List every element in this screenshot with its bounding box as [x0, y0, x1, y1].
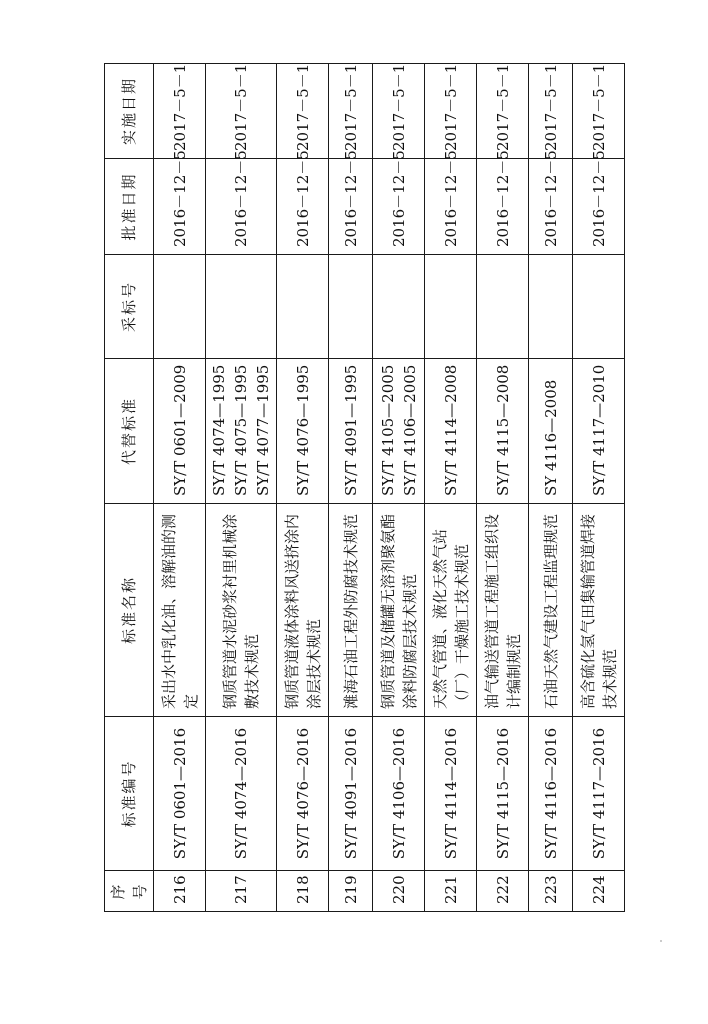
standard-code-cell: SY/T 4117—2016 [573, 717, 625, 871]
standard-name-cell: 天然气管道、液化天然气站（厂）干燥施工技术规范 [425, 504, 477, 717]
replaced-standard-cell [529, 359, 573, 504]
replaced-standard-cell [154, 359, 206, 504]
effective-date-cell: 2017－5－1 [206, 64, 277, 159]
replaced-standard-cell [425, 359, 477, 504]
standard-name-cell: 油气输送管道工程施工组织设计编制规范 [477, 504, 529, 717]
serial-number-cell: 221 [425, 871, 477, 912]
replaced-standard-line: SY/T 4117—2010 [589, 364, 608, 496]
rotated-table-wrapper [104, 63, 619, 912]
standard-name-cell: 高含硫化氢气田集输管道焊接技术规范 [573, 504, 625, 717]
standard-name-cell: 钢质管道液体涂料风送挤涂内涂层技术规范 [277, 504, 329, 717]
serial-number-cell: 223 [529, 871, 573, 912]
table-row [154, 64, 206, 912]
table-row [329, 64, 373, 912]
effective-date-cell: 2017－5－1 [425, 64, 477, 159]
approval-date-cell: 2016－12－5 [573, 159, 625, 255]
standard-code-cell: SY/T 4091—2016 [329, 717, 373, 871]
serial-number-cell: 218 [277, 871, 329, 912]
effective-date-cell: 2017－5－1 [154, 64, 206, 159]
standard-code-cell: SY/T 4106—2016 [373, 717, 425, 871]
serial-number-cell: 224 [573, 871, 625, 912]
table-row [573, 64, 625, 912]
effective-date-cell: 2017－5－1 [329, 64, 373, 159]
effective-date-cell: 2017－5－1 [277, 64, 329, 159]
replaced-standard-line: SY/T 0601—2009 [170, 364, 189, 496]
replaced-standard-line: SY/T 4074—1995 [210, 364, 228, 496]
standard-code-cell: SY/T 4114—2016 [425, 717, 477, 871]
table-row [373, 64, 425, 912]
approval-date-cell: 2016－12－5 [529, 159, 573, 255]
adopted-standard-cell [154, 255, 206, 359]
standard-code-cell: SY/T 4116—2016 [529, 717, 573, 871]
replaced-standard-line: SY/T 4077—1995 [254, 364, 272, 496]
standard-name-cell: 滩海石油工程外防腐技术规范 [329, 504, 373, 717]
approval-date-cell: 2016－12－5 [206, 159, 277, 255]
effective-date-cell: 2017－5－1 [477, 64, 529, 159]
replaced-standard-line: SY/T 4075—1995 [232, 364, 250, 496]
standard-name-cell: 石油天然气建设工程监理规范 [529, 504, 573, 717]
effective-date-cell: 2017－5－1 [529, 64, 573, 159]
approval-date-cell: 2016－12－5 [477, 159, 529, 255]
adopted-standard-cell [373, 255, 425, 359]
standard-name-cell: 采出水中乳化油、溶解油的测定 [154, 504, 206, 717]
approval-date-cell: 2016－12－5 [154, 159, 206, 255]
replaced-standard-cell [373, 359, 425, 504]
header-cell: 采标号 [105, 255, 154, 359]
adopted-standard-cell [329, 255, 373, 359]
replaced-standard-line: SY/T 4105—2005 [378, 364, 397, 496]
table-row [277, 64, 329, 912]
replaced-standard-cell [277, 359, 329, 504]
standard-name-cell: 钢质管道及储罐无溶剂聚氨酯涂料防腐层技术规范 [373, 504, 425, 717]
replaced-standard-cell [477, 359, 529, 504]
approval-date-cell: 2016－12－5 [373, 159, 425, 255]
standard-code-cell: SY/T 4074—2016 [206, 717, 277, 871]
table-row [206, 64, 277, 912]
replaced-standard-line: SY/T 4076—1995 [293, 364, 312, 496]
header-cell: 标准编号 [105, 717, 154, 871]
scan-speck [660, 940, 662, 942]
header-cell: 批准日期 [105, 159, 154, 255]
header-cell: 序号 [105, 871, 154, 912]
table-row [425, 64, 477, 912]
standard-code-cell: SY/T 4076—2016 [277, 717, 329, 871]
table-row [529, 64, 573, 912]
adopted-standard-cell [529, 255, 573, 359]
replaced-standard-line: SY/T 4114—2008 [441, 364, 460, 496]
replaced-standard-line: SY/T 4091—1995 [341, 364, 360, 496]
replaced-standard-cell [206, 359, 277, 504]
replaced-standard-line: SY/T 4106—2005 [400, 364, 419, 496]
replaced-standard-line: SY/T 4115—2008 [493, 364, 512, 496]
replaced-standard-cell [329, 359, 373, 504]
adopted-standard-cell [477, 255, 529, 359]
serial-number-cell: 220 [373, 871, 425, 912]
adopted-standard-cell [573, 255, 625, 359]
serial-number-cell: 219 [329, 871, 373, 912]
header-cell: 代替标准 [105, 359, 154, 504]
serial-number-cell: 217 [206, 871, 277, 912]
standard-code-cell: SY/T 4115—2016 [477, 717, 529, 871]
standard-code-cell: SY/T 0601—2016 [154, 717, 206, 871]
effective-date-cell: 2017－5－1 [573, 64, 625, 159]
header-cell: 标准名称 [105, 504, 154, 717]
approval-date-cell: 2016－12－5 [425, 159, 477, 255]
adopted-standard-cell [425, 255, 477, 359]
table-row [477, 64, 529, 912]
standards-table [104, 63, 625, 912]
table-header-row [105, 64, 154, 912]
approval-date-cell: 2016－12－5 [329, 159, 373, 255]
effective-date-cell: 2017－5－1 [373, 64, 425, 159]
approval-date-cell: 2016－12－5 [277, 159, 329, 255]
standard-name-cell: 钢质管道水泥砂浆衬里机械涂敷技术规范 [206, 504, 277, 717]
serial-number-cell: 216 [154, 871, 206, 912]
adopted-standard-cell [206, 255, 277, 359]
header-cell: 实施日期 [105, 64, 154, 159]
adopted-standard-cell [277, 255, 329, 359]
replaced-standard-cell [573, 359, 625, 504]
serial-number-cell: 222 [477, 871, 529, 912]
replaced-standard-line: SY 4116—2008 [541, 379, 560, 496]
